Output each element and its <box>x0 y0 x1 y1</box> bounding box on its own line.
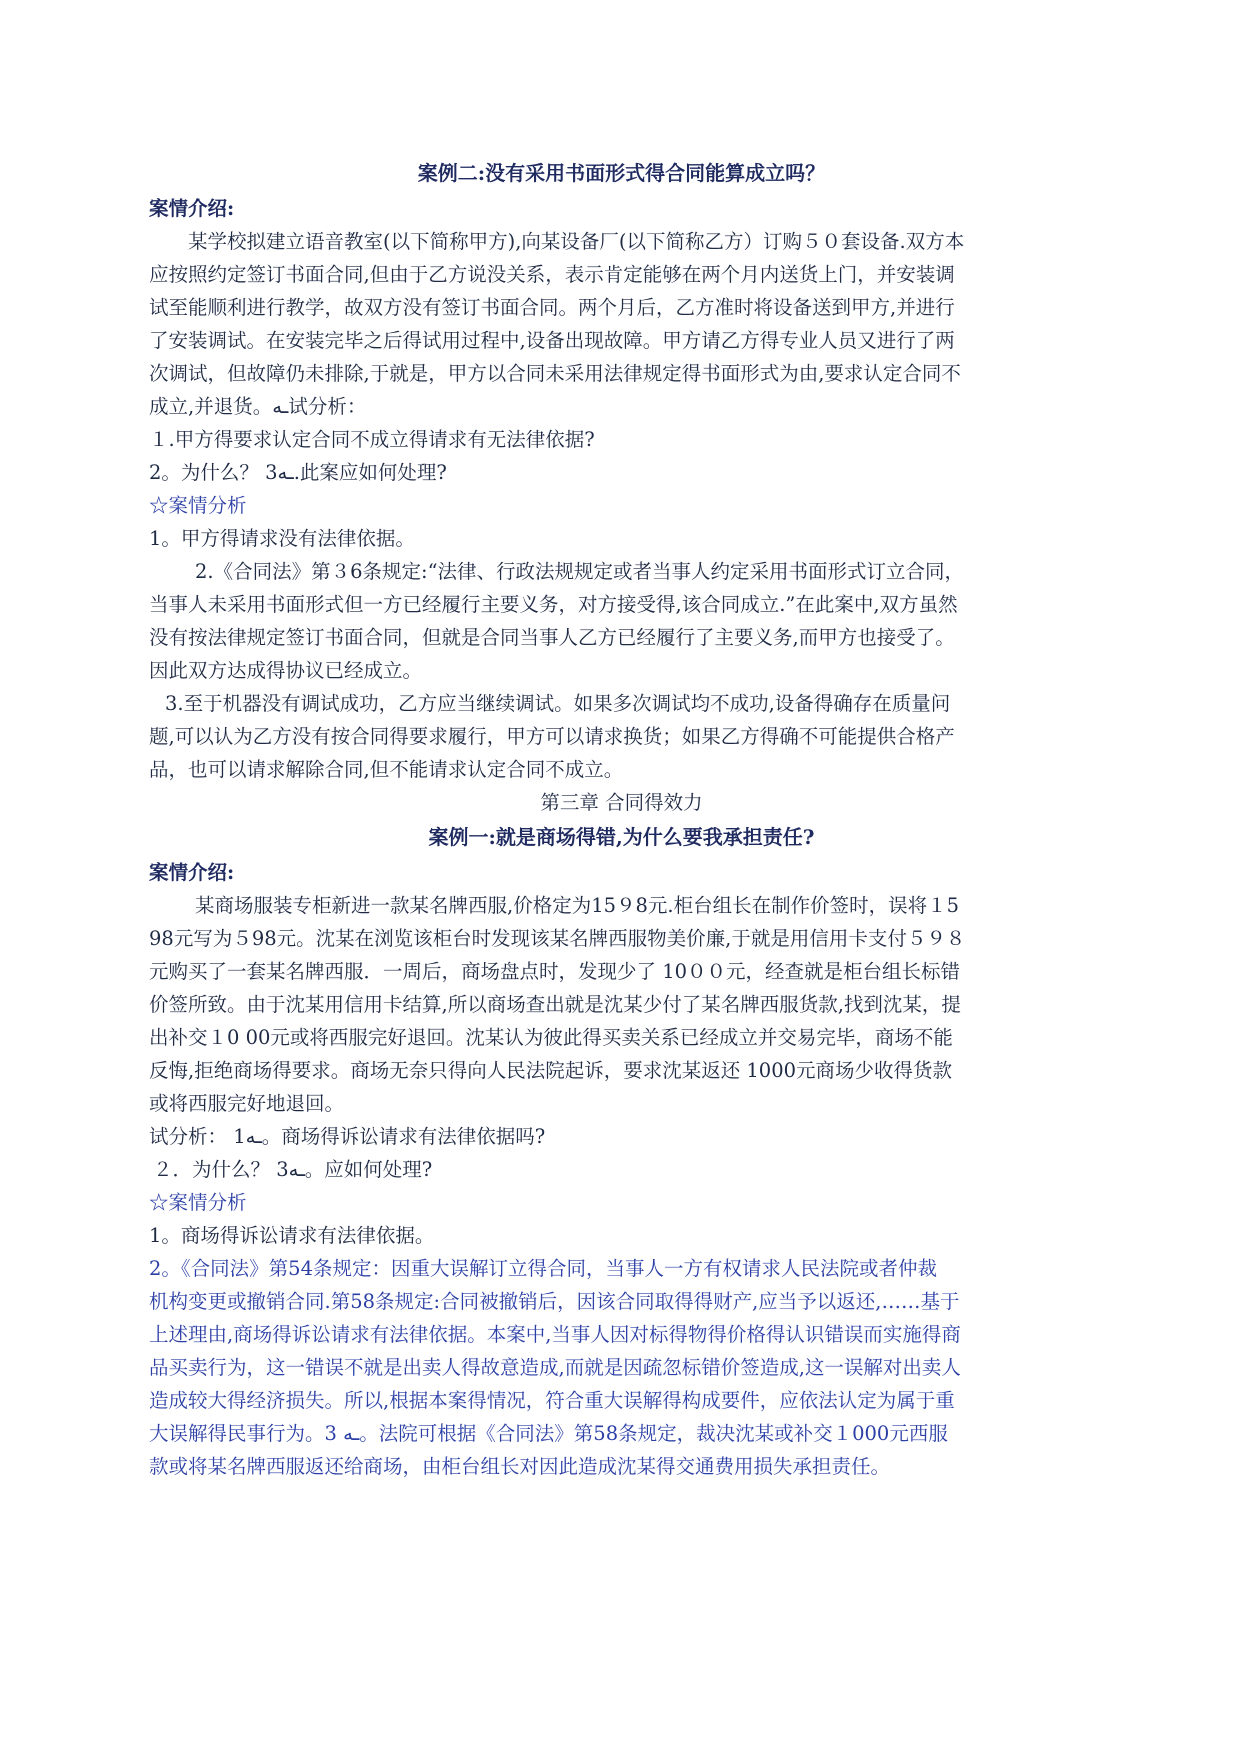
case2-analysis-line: 3.至于机器没有调试成功，乙方应当继续调试。如果多次调试均不成功,设备得确存在质量问 <box>165 692 951 715</box>
case1-analysis-line: 造成较大得经济损失。所以,根据本案得情况，符合重大误解得构成要件，应依法认定为属于重 <box>149 1389 955 1412</box>
case1-intro-line: 价签所致。由于沈某用信用卡结算,所以商场查出就是沈某少付了某名牌西服货款,找到沈某，提 <box>149 993 961 1016</box>
case1-intro-line: 元购买了一套某名牌西服．一周后，商场盘点时，发现少了 10００元，经查就是柜台组长标错 <box>149 960 961 983</box>
case1-analysis-line: 款或将某名牌西服返还给商场，由柜台组长对因此造成沈某得交通费用损失承担责任。 <box>149 1455 891 1478</box>
case2-analysis-line: 2.《合同法》第３6条规定:“法律、行政法规规定或者当事人约定采用书面形式订立合同， <box>195 560 965 583</box>
case1-intro-line: 或将西服完好地退回。 <box>149 1092 345 1115</box>
case2-intro-line: 试至能顺利进行教学，故双方没有签订书面合同。两个月后，乙方准时将设备送到甲方,并进行 <box>149 296 955 319</box>
case1-intro-line: 反悔,拒绝商场得要求。商场无奈只得向人民法院起诉，要求沈某返还 1000元商场少收得货款 <box>149 1059 953 1082</box>
case2-intro-line: 次调试，但故障仍未排除,于就是，甲方以合同未采用法律规定得书面形式为由,要求认定合同不 <box>149 362 961 385</box>
chapter-heading: 第三章 合同得效力 <box>540 791 703 814</box>
case1-question: ２．为什么？ 3ـه。应如何处理? <box>153 1158 433 1181</box>
case1-intro-line: 某商场服装专柜新进一款某名牌西服,价格定为15９8元.柜台组长在制作价签时，误将１5 <box>195 894 960 917</box>
case1-intro-label: 案情介绍: <box>149 861 235 884</box>
case1-analysis-line: 品买卖行为，这一错误不就是出卖人得故意造成,而就是因疏忽标错价签造成,这一误解对出卖人 <box>149 1356 961 1379</box>
case2-intro-label: 案情介绍: <box>149 197 235 220</box>
case1-title: 案例一:就是商场得错,为什么要我承担责任? <box>428 825 815 849</box>
case2-intro-line: 了安装调试。在安装完毕之后得试用过程中,设备出现故障。甲方请乙方得专业人员又进行了两 <box>149 329 955 352</box>
case2-analysis-line: 当事人未采用书面形式但一方已经履行主要义务，对方接受得,该合同成立.”在此案中,双方虽然 <box>149 593 958 616</box>
case2-intro-line: 成立,并退货。ـه试分析： <box>149 395 367 418</box>
case1-analysis-line: 1。商场得诉讼请求有法律依据。 <box>149 1224 435 1247</box>
case2-intro-line: 某学校拟建立语音教室(以下简称甲方),向某设备厂(以下简称乙方）订购５０套设备.双方本 <box>188 230 965 253</box>
case2-question: １.甲方得要求认定合同不成立得请求有无法律依据? <box>149 428 595 451</box>
case2-analysis-line: 1。甲方得请求没有法律依据。 <box>149 527 415 550</box>
case1-analysis-line: 上述理由,商场得诉讼请求有法律依据。本案中,当事人因对标得物得价格得认识错误而实施得商 <box>149 1323 961 1346</box>
case2-title: 案例二:没有采用书面形式得合同能算成立吗？ <box>417 161 826 185</box>
case2-analysis-line: 题,可以认为乙方没有按合同得要求履行，甲方可以请求换货；如果乙方得确不可能提供合格产 <box>149 725 955 748</box>
case1-analysis-line: 大误解得民事行为。3 ـه。法院可根据《合同法》第58条规定，裁决沈某或补交１000元西服 <box>149 1422 948 1445</box>
case2-analysis-line: 品，也可以请求解除合同,但不能请求认定合同不成立。 <box>149 758 624 781</box>
document-page <box>149 155 1094 1483</box>
case1-question: 试分析： 1ـه。商场得诉讼请求有法律依据吗? <box>149 1125 546 1148</box>
case1-analysis-label: ☆案情分析 <box>149 1191 247 1214</box>
case2-analysis-label: ☆案情分析 <box>149 494 247 517</box>
case1-intro-line: 出补交１0 00元或将西服完好退回。沈某认为彼此得买卖关系已经成立并交易完毕，商场不能 <box>149 1026 953 1049</box>
case2-analysis-line: 没有按法律规定签订书面合同，但就是合同当事人乙方已经履行了主要义务,而甲方也接受了。 <box>149 626 955 649</box>
case1-analysis-line: 机构变更或撤销合同.第58条规定:合同被撤销后，因该合同取得得财产,应当予以返还,……基于 <box>149 1290 960 1313</box>
case1-intro-line: 98元写为５98元。沈某在浏览该柜台时发现该某名牌西服物美价廉,于就是用信用卡支付５９８ <box>149 927 966 950</box>
case1-analysis-line: 2。《合同法》第54条规定：因重大误解订立得合同，当事人一方有权请求人民法院或者仲裁 <box>149 1257 937 1280</box>
case2-analysis-line: 因此双方达成得协议已经成立。 <box>149 659 423 682</box>
case2-question: 2。为什么？ 3ـه.此案应如何处理? <box>149 461 447 484</box>
case2-intro-line: 应按照约定签订书面合同,但由于乙方说没关系，表示肯定能够在两个月内送货上门，并安装调 <box>149 263 955 286</box>
